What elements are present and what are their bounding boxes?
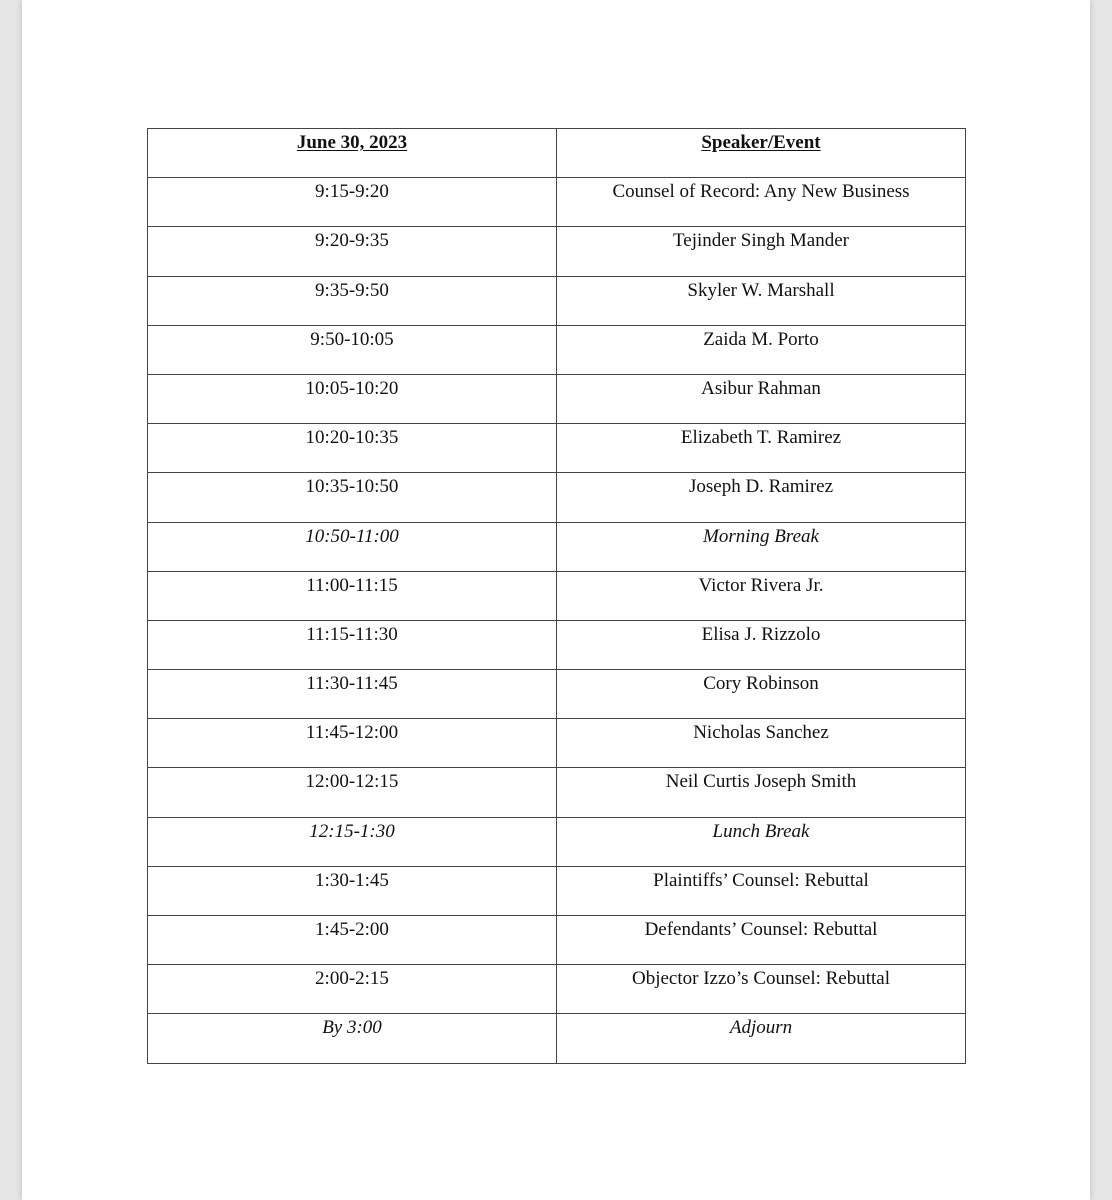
event-cell: Defendants’ Counsel: Rebuttal	[557, 916, 966, 965]
table-row	[148, 866, 966, 915]
event-column-header	[557, 129, 966, 178]
time-cell: 10:20-10:35	[148, 424, 557, 473]
table-row	[148, 620, 966, 669]
event-cell: Elizabeth T. Ramirez	[557, 424, 966, 473]
time-cell: 10:35-10:50	[148, 473, 557, 522]
time-cell: 2:00-2:15	[148, 965, 557, 1014]
time-cell: 9:15-9:20	[148, 178, 557, 227]
event-cell: Victor Rivera Jr.	[557, 571, 966, 620]
time-cell: 11:30-11:45	[148, 670, 557, 719]
table-row	[148, 227, 966, 276]
break-row	[148, 817, 966, 866]
time-cell: 12:00-12:15	[148, 768, 557, 817]
document-page	[22, 0, 1090, 1200]
time-cell: 10:05-10:20	[148, 374, 557, 423]
date-column-header	[148, 129, 557, 178]
event-cell: Tejinder Singh Mander	[557, 227, 966, 276]
table-row	[148, 965, 966, 1014]
adjourn-row	[148, 1014, 966, 1063]
event-cell: Cory Robinson	[557, 670, 966, 719]
date-header-text: June 30, 2023	[296, 132, 408, 153]
event-cell: Zaida M. Porto	[557, 325, 966, 374]
event-cell: Nicholas Sanchez	[557, 719, 966, 768]
event-cell: Elisa J. Rizzolo	[557, 620, 966, 669]
event-cell: Plaintiffs’ Counsel: Rebuttal	[557, 866, 966, 915]
event-cell: Adjourn	[557, 1014, 966, 1063]
time-cell: 12:15-1:30	[148, 817, 557, 866]
table-header-row	[148, 129, 966, 178]
time-cell: 1:45-2:00	[148, 916, 557, 965]
table-row	[148, 719, 966, 768]
event-cell: Objector Izzo’s Counsel: Rebuttal	[557, 965, 966, 1014]
event-cell: Neil Curtis Joseph Smith	[557, 768, 966, 817]
event-cell: Morning Break	[557, 522, 966, 571]
table-row	[148, 916, 966, 965]
table-row	[148, 178, 966, 227]
break-row	[148, 522, 966, 571]
event-cell: Asibur Rahman	[557, 374, 966, 423]
time-cell: By 3:00	[148, 1014, 557, 1063]
time-cell: 11:15-11:30	[148, 620, 557, 669]
event-cell: Joseph D. Ramirez	[557, 473, 966, 522]
time-cell: 9:20-9:35	[148, 227, 557, 276]
table-row	[148, 571, 966, 620]
event-cell: Skyler W. Marshall	[557, 276, 966, 325]
table-row	[148, 473, 966, 522]
time-cell: 1:30-1:45	[148, 866, 557, 915]
table-row	[148, 670, 966, 719]
time-cell: 10:50-11:00	[148, 522, 557, 571]
time-cell: 11:45-12:00	[148, 719, 557, 768]
table-row	[148, 276, 966, 325]
event-cell: Lunch Break	[557, 817, 966, 866]
table-row	[148, 768, 966, 817]
table-row	[148, 374, 966, 423]
table-row	[148, 424, 966, 473]
time-cell: 11:00-11:15	[148, 571, 557, 620]
table-row	[148, 325, 966, 374]
event-cell: Counsel of Record: Any New Business	[557, 178, 966, 227]
time-cell: 9:35-9:50	[148, 276, 557, 325]
schedule-table	[147, 128, 966, 1064]
event-header-text: Speaker/Event	[701, 132, 821, 153]
time-cell: 9:50-10:05	[148, 325, 557, 374]
